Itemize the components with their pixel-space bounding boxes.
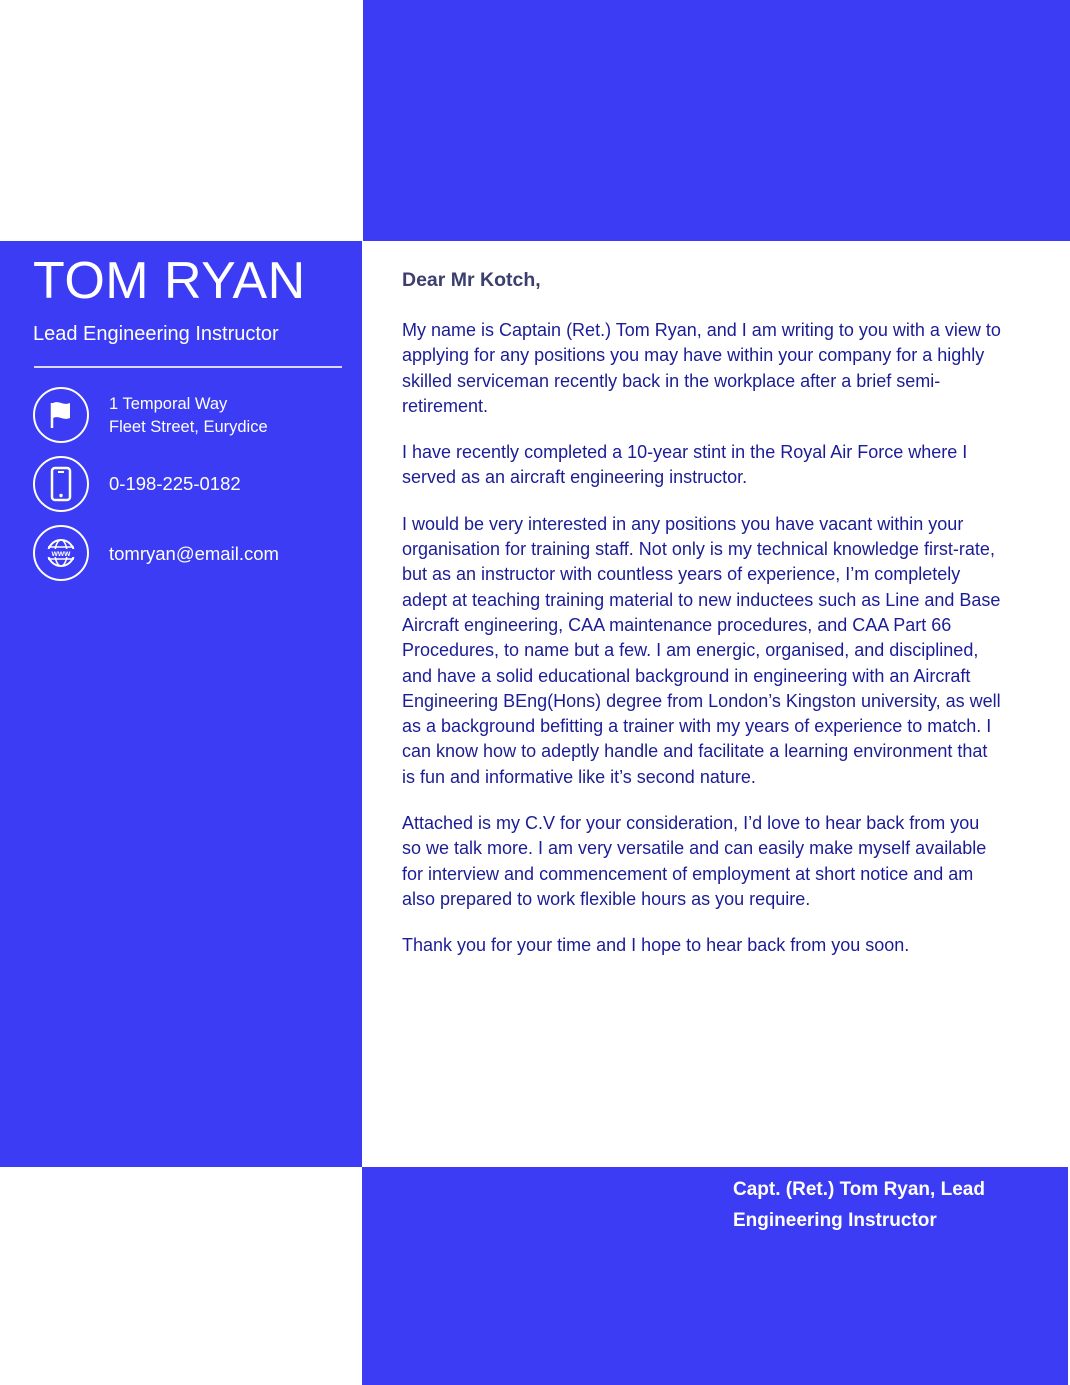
letter-paragraph: I have recently completed a 10-year stint in the Royal Air Force where I served as an aircraft engineering instructor. <box>402 442 968 488</box>
address-line-2: Fleet Street, Eurydice <box>109 418 268 436</box>
salutation: Dear Mr Kotch, <box>402 269 541 291</box>
svg-text:www: www <box>51 549 71 558</box>
signature <box>733 1174 1053 1236</box>
letter-paragraph: Attached is my C.V for your consideration, I’d love to hear back from you so we talk more. I am very versatile and can easily make myself available for interview and commencement of employment at short notice and am also prepared to work flexible hours as you require. <box>402 813 987 909</box>
email-address[interactable]: tomryan@email.com <box>109 543 279 564</box>
job-title: Lead Engineering Instructor <box>33 323 279 345</box>
flag-icon <box>33 387 89 443</box>
signature-line-2: Engineering Instructor <box>733 1210 937 1231</box>
letter-paragraph: I would be very interested in any positions you have vacant within your organisation for training staff. Not only is my technical knowledge first-rate, but as an instructor with countless years of experience, I’m completely adept at teaching training material to new inductees such as Line and Base Aircraft engineering, CAA maintenance procedures, and CAA Part 66 Procedures, to name but a few. I am energic, organised, and disciplined, and have a solid educational background in engineering with an Aircraft Engineering BEng(Hons) degree from London’s Kingston university, as well as a background befitting a trainer with my years of experience to match. I can know how to adeptly handle and facilitate a learning environment that is fun and informative like it’s second nature. <box>402 513 1001 787</box>
address <box>109 393 268 439</box>
address-line-1: 1 Temporal Way <box>109 395 228 413</box>
letter-paragraph: My name is Captain (Ret.) Tom Ryan, and I am writing to you with a view to applying for any positions you may have within your company for a highly skilled serviceman recently back in the workplace after a brief semi-retirement. <box>402 320 1001 416</box>
signature-line-1: Capt. (Ret.) Tom Ryan, Lead <box>733 1179 985 1200</box>
letter-paragraph: Thank you for your time and I hope to hear back from you soon. <box>402 935 910 956</box>
letter-body <box>402 266 1002 980</box>
top-accent-block <box>363 0 1070 241</box>
globe-www-icon <box>33 525 89 581</box>
sidebar-divider <box>34 366 342 368</box>
smartphone-icon <box>33 456 89 512</box>
candidate-name: TOM RYAN <box>33 252 306 310</box>
sidebar <box>0 241 362 1167</box>
phone-number: 0-198-225-0182 <box>109 473 241 494</box>
